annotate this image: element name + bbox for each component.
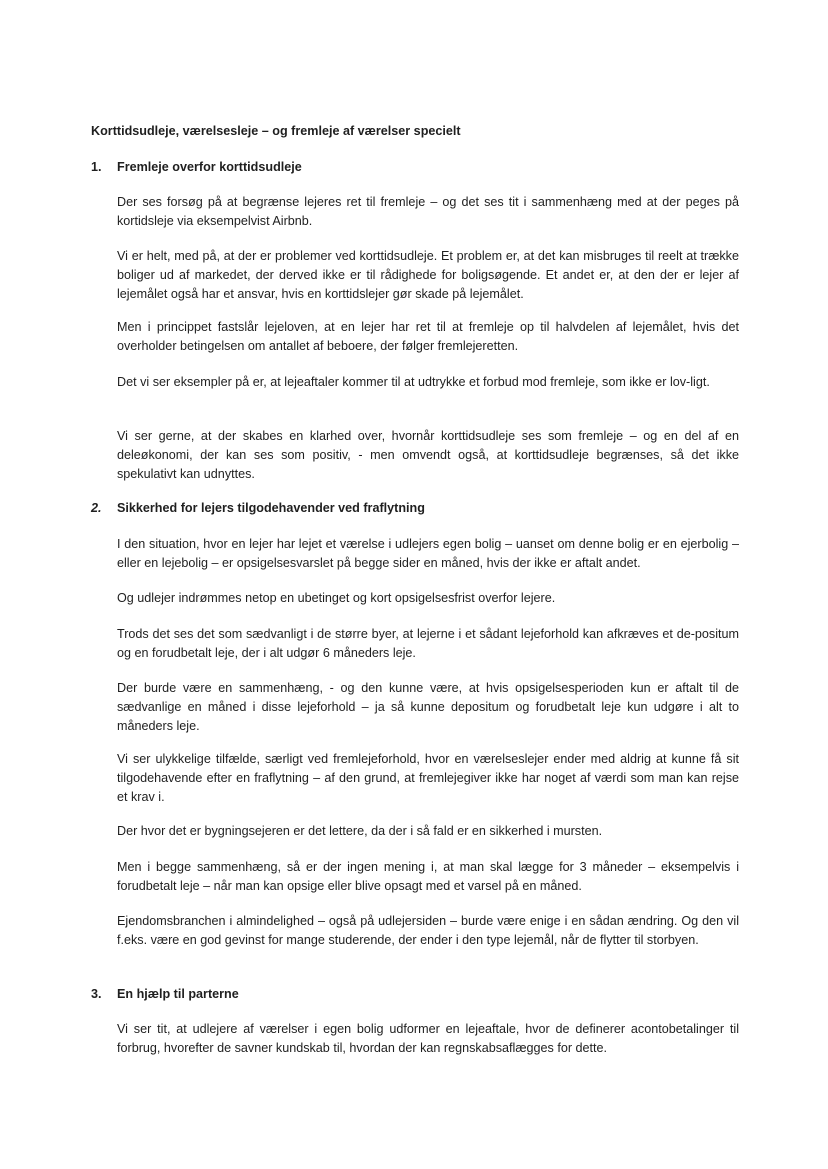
section-2-paragraph-1: I den situation, hvor en lejer har lejet et værelse i udlejers egen bolig – uanset om denne bolig er en ejerbolig – eller en lejebolig – er opsigelsesvarslet på begge sider en måned, hvis der ikke er aftalt andet. [117, 537, 739, 571]
section-1-title: Fremleje overfor korttidsudleje [117, 160, 302, 174]
section-2-paragraph-8: Ejendomsbranchen i almindelighed – også på udlejersiden – burde være enige i en sådan ændring. Og den vil f.eks. være en god gevinst for mange studerende, der ender i den type lejemål, når de flytter til storbyen. [117, 914, 739, 948]
section-1-paragraph-5: Vi ser gerne, at der skabes en klarhed over, hvornår korttidsudleje ses som fremleje – og en del af en deleøkonomi, der kan ses som positiv, - men omvendt også, at korttidsudleje begrænses, så det ikke spekulativt kan udnyttes. [117, 429, 739, 482]
section-2-paragraph-4: Der burde være en sammenhæng, - og den kunne være, at hvis opsigelsesperioden kun er aftalt til de sædvanlige en måned i disse lejeforhold – ja så kunne depositum og forudbetalt leje kun udgøre i alt to måneders leje. [117, 681, 739, 734]
section-3-title: En hjælp til parterne [117, 987, 239, 1001]
section-3-paragraph-1: Vi ser tit, at udlejere af værelser i egen bolig udformer en lejeaftale, hvor de definerer acontobetalinger til forbrug, hvorefter de savner kundskab til, hvordan der kan regnskabsaflægges for dette. [117, 1022, 739, 1056]
section-2-paragraph-5: Vi ser ulykkelige tilfælde, særligt ved fremlejeforhold, hvor en værelseslejer ender med aldrig at kunne få sit tilgodehavende efter en fraflytning – af den grund, at fremlejegiver ikke har noget af værdi som man kan rejse et krav i. [117, 752, 739, 805]
section-3-number: 3. [91, 987, 102, 1001]
section-2-paragraph-7: Men i begge sammenhæng, så er der ingen mening i, at man skal lægge for 3 måneder – eksempelvis i forudbetalt leje – når man kan opsige eller blive opsagt med et varsel på en måned. [117, 860, 739, 894]
section-1-heading [91, 158, 302, 176]
section-1-paragraph-4: Det vi ser eksempler på er, at lejeaftaler kommer til at udtrykke et forbud mod fremleje, som ikke er lov-ligt. [117, 375, 710, 389]
section-2-title: Sikkerhed for lejers tilgodehavender ved fraflytning [117, 501, 425, 515]
section-1-number: 1. [91, 160, 102, 174]
section-2-paragraph-3: Trods det ses det som sædvanligt i de større byer, at lejerne i et sådant lejeforhold kan afkræves et de-positum og en forudbetalt leje, der i alt udgør 6 måneders leje. [117, 627, 739, 661]
section-3-heading [91, 985, 239, 1003]
section-1-paragraph-2: Vi er helt, med på, at der er problemer ved korttidsudleje. Et problem er, at det kan misbruges til reelt at trække boliger ud af markedet, der derved ikke er til rådighede for boligsøgende. Et andet er, at den der er lejer af lejemålet også har et ansvar, hvis en korttidslejer gør skade på lejemålet. [117, 249, 739, 302]
section-1-paragraph-3: Men i princippet fastslår lejeloven, at en lejer har ret til at fremleje op til halvdelen af lejemålet, hvis det overholder betingelsen om antallet af beboere, der følger fremlejeretten. [117, 320, 739, 354]
document-title: Korttidsudleje, værelsesleje – og fremleje af værelser specielt [91, 124, 461, 138]
section-2-paragraph-6: Der hvor det er bygningsejeren er det lettere, da der i så fald er en sikkerhed i mursten. [117, 824, 603, 838]
section-1-paragraph-1: Der ses forsøg på at begrænse lejeres ret til fremleje – og det ses tit i sammenhæng med at der peges på kortidsleje via eksempelvist Airbnb. [117, 195, 739, 229]
section-2-heading [91, 499, 425, 517]
section-2-paragraph-2: Og udlejer indrømmes netop en ubetinget og kort opsigelsesfrist overfor lejere. [117, 591, 556, 605]
section-2-number: 2. [91, 501, 102, 515]
